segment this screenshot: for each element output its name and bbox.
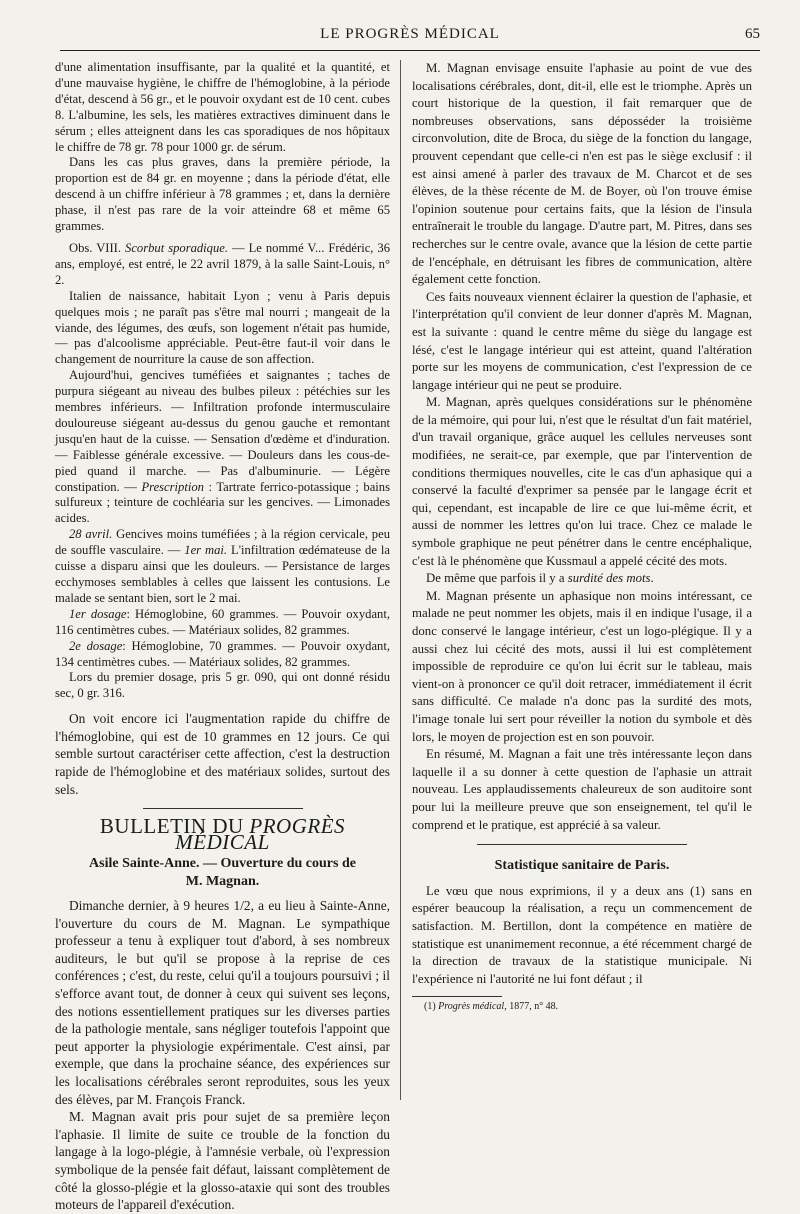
paragraph: En résumé, M. Magnan a fait une très intéressante leçon dans laquelle il a su donner à cette question de l'aphasie un attrait nouveau. Les applaudissements chaleureux de son auditoire sont pour lui la meilleure preuve que son enseignement, tel qu'il le comprend et le pratique, est apprécié à sa valeur. bbox=[412, 747, 752, 832]
article-subheading: Statistique sanitaire de Paris. bbox=[494, 858, 670, 874]
paragraph: Le vœu que nous exprimions, il y a deux ans (1) sans en espérer beaucoup la réalisation, a reçu un commencement de satisfaction. M. Bertillon, dont la compétence en matière de statistique est unanimement reconnue, a été récemment chargé de la direction de travaux de la statistique municipale. Ni l'expérience ni l'autorité ne lui font défaut ; il bbox=[412, 883, 752, 986]
paragraph: Ces faits nouveaux viennent éclairer la question de l'aphasie, et l'interprétation qu'il convient de leur donner d'après M. Magnan, est la suivante : quand le centre même du siège du langage est lésé, c'est le langage intérieur qui est atteint, quand l'altération porte sur les moyens de communication, c'est l'expression de ce langage intérieur qui ne peut se produire. bbox=[412, 289, 752, 392]
paragraph bbox=[55, 639, 390, 671]
footnote-ref: , 1877, n° 48. bbox=[504, 1001, 559, 1013]
dosage-text: : Hémoglobine, 60 grammes. — Pouvoir oxydant, 116 centimètres cubes. — Matériaux solides, 82 grammes. bbox=[55, 606, 390, 637]
date-label: 28 avril. bbox=[69, 527, 113, 542]
prescription-text: : Tartrate ferrico-potassique ; bains sulfureux ; teinture de cochléaria sur les gencives. — Limonades acides. bbox=[55, 479, 390, 526]
bulletin-heading bbox=[55, 814, 390, 855]
observation-followup: L'infiltration œdémateuse de la cuisse a disparu ainsi que les douleurs. — Persistance de larges ecchymoses semblables à celles que laissent les contusions. Le malade se sentant bien, sort le 2 mai. bbox=[55, 543, 390, 605]
paragraph: Dimanche dernier, à 9 heures 1/2, a eu lieu à Sainte-Anne, l'ouverture du cours de M. Magnan. Le sympathique professeur a tenu à expliquer tout d'abord, à ses nombreux auditeurs, le but qu'il se propose à la reprise de ces conférences ; c'est, du reste, celui qu'il a toujours poursuivi ; il s'efforce avant tout, de donner à ceux qui suivent ses leçons, des notions essentiellement pratiques sur les diverses parties de la pathologie mentale, sans négliger toutefois l'appoint que peut apporter la physiologie expérimentale. C'est ainsi, par exemple, que dans la prochaine séance, des expériences sur les localisations cérébrales seront reproduites, sous les yeux des élèves, par M. François Franck. bbox=[55, 898, 390, 1107]
right-column bbox=[412, 60, 752, 1013]
paragraph bbox=[412, 570, 752, 588]
paragraph: d'une alimentation insuffisante, par la qualité et la quantité, et d'une mauvaise hygiène, le chiffre de l'hémoglobine, à la période d'état, descend à 56 gr., et le pouvoir oxydant est de 10 cent. cubes 8. L'albumine, les sels, les matières extractives diminuent dans le sérum ; elles atteignent dans les cas sporadiques de nos hôpitaux le chiffre de 78 gr. 78 pour 1000 gr. de sérum. bbox=[55, 60, 390, 154]
paragraph bbox=[55, 368, 390, 527]
date-label: 1er mai. bbox=[184, 543, 228, 558]
observation-title: Scorbut sporadique. bbox=[125, 240, 229, 255]
emphasis: surdité des mots bbox=[567, 571, 651, 586]
subheading-line: Asile Sainte-Anne. — Ouverture du cours de bbox=[89, 856, 356, 872]
prescription-label: Prescription bbox=[141, 479, 204, 494]
dosage-label: 2e dosage bbox=[69, 638, 123, 653]
paragraph: M. Magnan avait pris pour sujet de sa première leçon l'aphasie. Il limite de suite ce trouble de la fonction du langage à la logo-plégie, à l'amnésie verbale, où l'expression symbolique de la pensée fait défaut, laissant complètement de côté la glosso-plégie et la glosso-ataxie qui sont des troubles moteurs de l'appareil d'exécution. bbox=[55, 1109, 390, 1213]
left-column bbox=[55, 60, 390, 1214]
page-header bbox=[60, 22, 760, 51]
paragraph: Italien de naissance, habitait Lyon ; venu à Paris depuis quelques mois ; ne paraît pas s'être mal nourri ; mangeait de la viande, des légumes, des œufs, son logement n'était pas humide, — pas d'alcoolisme appréciable. Peut-être faut-il voir dans le changement de nourriture la cause de son affection. bbox=[55, 288, 390, 367]
section-rule bbox=[143, 808, 303, 809]
dosage-text: : Hémoglobine, 70 grammes. — Pouvoir oxydant, 134 centimètres cubes. — Matériaux solides, 82 grammes. bbox=[55, 638, 390, 669]
observation-followup: Gencives moins tuméfiées ; à la région cervicale, peu de souffle vasculaire. — bbox=[55, 527, 390, 558]
observation-heading bbox=[55, 241, 390, 289]
footnote bbox=[412, 1000, 752, 1013]
paragraph: M. Magnan présente un aphasique non moins intéressant, ce malade ne peut nommer les objets, mais il en indique l'usage, il a donc conservé le langage intérieur, c'est un logo-plégique. Il y a aussi chez lui cécité des mots, aussi il lui est complètement impossible de reproduire ce qu'on lui écrit sur le tableau, mais vient-on à prononcer ce qu'il doit retracer, immédiatement il écrit sans difficulté. Ce malade n'a donc pas la surdité des mots, l'image tonale lui sert pour réveiller la notion du symbole et dès lors, le moyen de projection est en son pouvoir. bbox=[412, 588, 752, 744]
paragraph: M. Magnan, après quelques considérations sur le phénomène de la mémoire, qui pour lui, n'est que le résultat d'un fait matériel, d'un travail organique, grâce auquel les cellules nerveuses sont modifiées, ne serait-ce, par exemple, que par l'intervention de conditions thermiques nouvelles, cite le cas d'un aphasique qui a conservé la faculté d'exprimer sa pensée par le langage écrit et qui, cependant, est incapable de lire ce que lui-même écrit, et aussi de nommer les lettres qu'on lui trace. Chez ce malade le symbole graphique ne peut pénétrer dans le centre encéphalique, c'est là le phénomène que Kussmaul a appelé cécité des mots. bbox=[412, 395, 752, 568]
footnote-source: Progrès médical bbox=[438, 1001, 505, 1013]
text-run: . bbox=[650, 571, 654, 586]
paragraph bbox=[55, 527, 390, 607]
text-run: De même que parfois il y a bbox=[426, 571, 568, 586]
journal-title: LE PROGRÈS MÉDICAL bbox=[320, 26, 500, 42]
paragraph: Dans les cas plus graves, dans la première période, la proportion est de 84 gr. en moyenne ; dans la période d'état, elle descend à un chiffre inférieur à 78 grammes ; et, dans la dernière phase, il n'est pas rare de la voir atteindre 68 et même 65 grammes. bbox=[55, 155, 390, 234]
paragraph: On voit encore ici l'augmentation rapide du chiffre de l'hémoglobine, qui est de 10 grammes en 12 jours. Ce qui semble surtout caractériser cette affection, c'est la destruction rapide de l'hémoglobine et des matériaux solides, surtout des sels. bbox=[55, 711, 390, 797]
page-number: 65 bbox=[745, 26, 760, 42]
bulletin-heading-text: BULLETIN DU bbox=[99, 814, 250, 839]
observation-symptoms: Aujourd'hui, gencives tuméfiées et saignantes ; taches de purpura siégeant au niveau des bulbes pileux : pétéchies sur les membres inférieurs. — Infiltration profonde intermusculaire douloureuse siégeant au-dessus du genou gauche et remontant jusqu'en haut de la cuisse. — Sensation d'œdème et d'induration. — Faiblesse générale excessive. — Douleurs dans les cous-de-pied quand il marche. — Pas d'albuminurie. — Légère constipation. — bbox=[55, 368, 390, 494]
paragraph: Lors du premier dosage, pris 5 gr. 090, qui ont donné résidu sec, 0 gr. 316. bbox=[55, 670, 390, 701]
column-divider bbox=[400, 60, 401, 1100]
observation-label: Obs. VIII. bbox=[69, 240, 122, 255]
paragraph: M. Magnan envisage ensuite l'aphasie au point de vue des localisations cérébrales, dont, dit-il, elle est le triomphe. Après un court historique de la question, il fait remarquer que de nombreuses observations, sans déposséder la troisième circonvolution, dite de Broca, du siège de la fonction du langage, prouvent cependant que celle-ci n'en est pas le siège exclusif : il est ainsi amené à parler des travaux de M. Charcot et de ses élèves, de la thèse récente de M. de Boyer, où l'on trouve émise l'opinion soutenue pour certains faits, que la lésion de l'insula entraînerait le trouble du langage. D'autre part, M. Pitres, dans ses recherches sur le centre ovale, avance que la lésion de cette partie de l'encéphale, en détruisant les fibres de communication, altère également cette fonction. bbox=[412, 61, 752, 287]
footnote-marker: (1) bbox=[424, 1001, 439, 1013]
observation-intro: — Le nommé V... Frédéric, 36 ans, employé, est entré, le 22 avril 1879, à la salle Saint-Louis, n° 2. bbox=[55, 240, 391, 287]
article-subheading bbox=[55, 855, 390, 891]
paragraph bbox=[55, 607, 390, 639]
section-rule bbox=[477, 844, 687, 845]
bulletin-heading-journal: PROGRÈS MÉDICAL bbox=[175, 814, 346, 855]
subheading-line: M. Magnan. bbox=[185, 874, 260, 890]
footnote-rule bbox=[412, 996, 502, 997]
dosage-label: 1er dosage bbox=[69, 606, 127, 621]
